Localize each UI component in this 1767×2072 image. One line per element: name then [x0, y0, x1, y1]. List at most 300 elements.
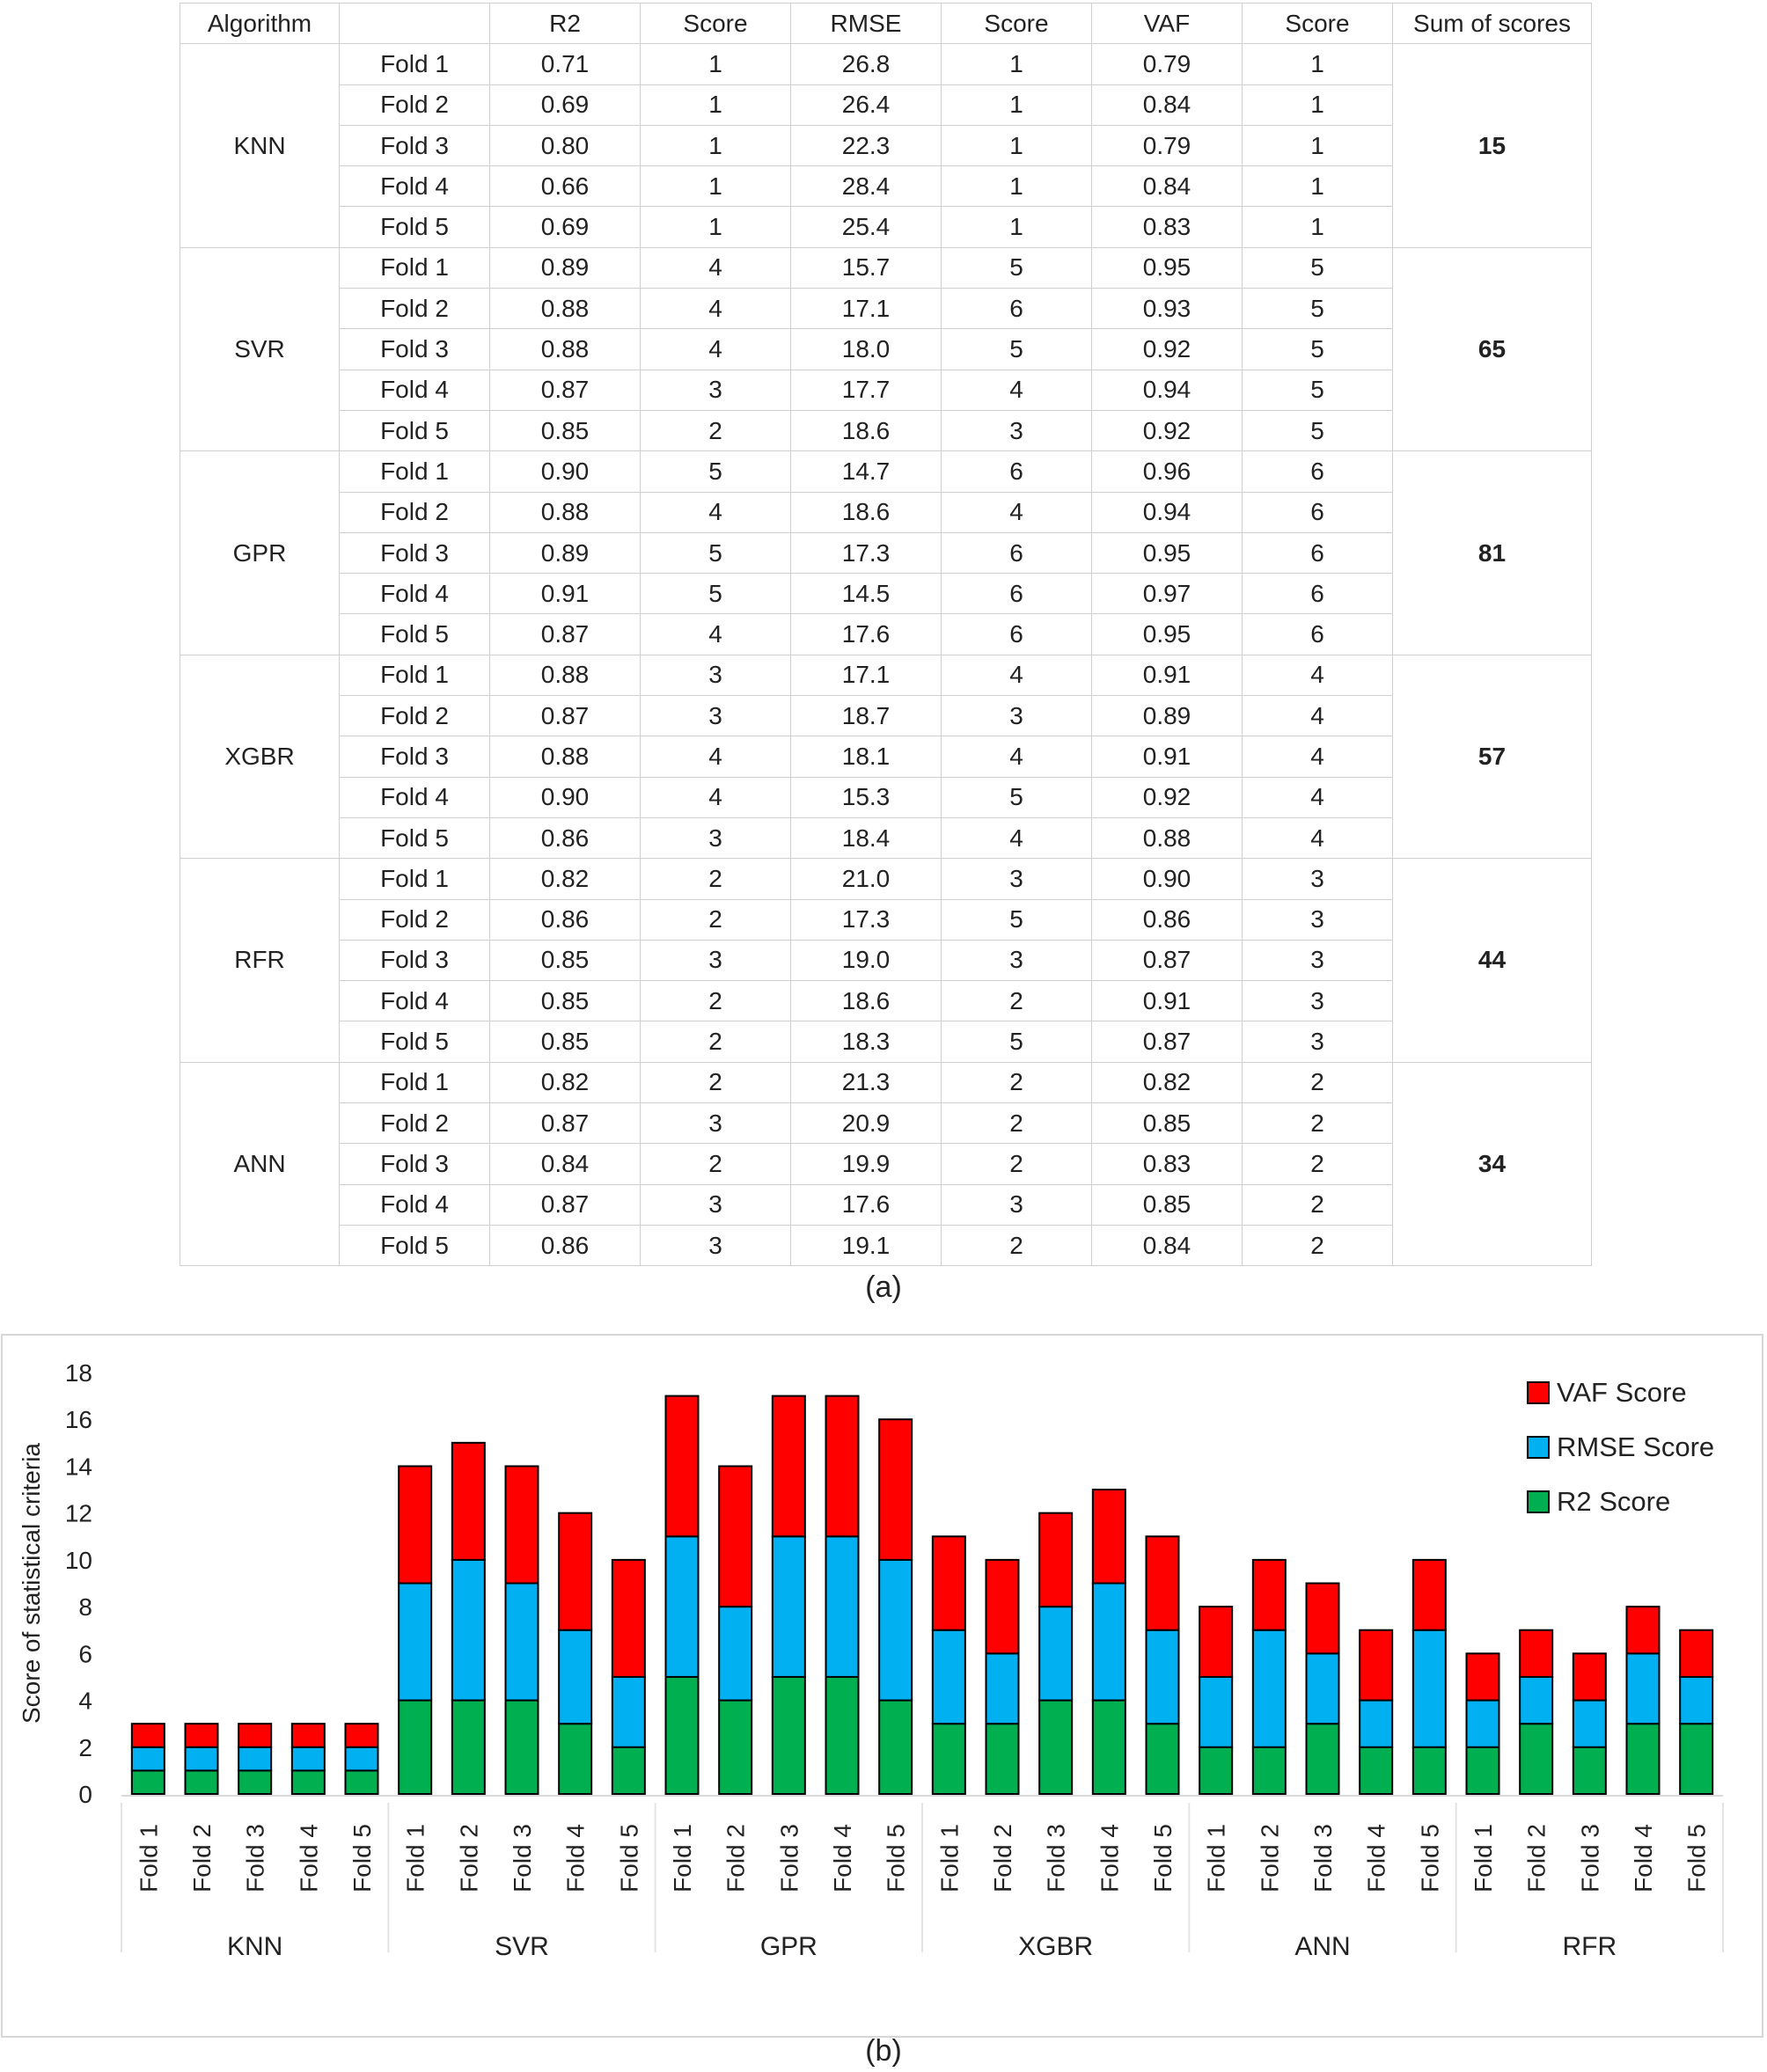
table-cell: 1	[641, 207, 791, 247]
table-row	[180, 1184, 1592, 1225]
bar-segment	[719, 1466, 752, 1607]
table-cell: 2	[942, 1225, 1092, 1265]
table-cell: 18.6	[791, 410, 942, 450]
table-cell: 0.83	[1092, 1144, 1243, 1184]
bar-segment	[1467, 1701, 1499, 1747]
table-cell: 5	[942, 777, 1092, 817]
table-cell: 2	[942, 1144, 1092, 1184]
table-cell: Fold 3	[340, 1144, 490, 1184]
algorithm-cell: RFR	[180, 859, 340, 1062]
table-cell: 5	[641, 574, 791, 614]
table-cell: 0.87	[490, 614, 641, 655]
table-cell: 19.1	[791, 1225, 942, 1265]
legend-label: R2 Score	[1557, 1486, 1671, 1517]
table-cell: 3	[1243, 899, 1393, 940]
table-cell: 2	[942, 1103, 1092, 1144]
table-cell: 5	[942, 899, 1092, 940]
table-cell: 3	[1243, 859, 1393, 899]
table-cell: 1	[942, 166, 1092, 207]
bar-segment	[986, 1653, 1019, 1724]
bar-segment	[399, 1584, 431, 1701]
table-row	[180, 899, 1592, 940]
table-cell: 6	[1243, 451, 1393, 492]
x-tick-label: Fold 4	[295, 1824, 323, 1893]
x-tick-label: Fold 2	[455, 1824, 483, 1893]
table-cell: Fold 4	[340, 166, 490, 207]
x-group-label: XGBR	[1018, 1932, 1094, 1961]
table-cell: 1	[942, 125, 1092, 165]
table-cell: Fold 1	[340, 859, 490, 899]
table-row	[180, 410, 1592, 450]
bar-segment	[1199, 1607, 1232, 1677]
table-cell: 5	[641, 532, 791, 573]
bar-segment	[132, 1724, 165, 1747]
bar-segment	[506, 1701, 539, 1794]
table-row	[180, 289, 1592, 329]
table-cell: Fold 5	[340, 1225, 490, 1265]
bar-segment	[132, 1747, 165, 1771]
table-cell: 4	[641, 777, 791, 817]
table-cell: Fold 2	[340, 1103, 490, 1144]
bar-segment	[666, 1536, 699, 1677]
caption-b: (b)	[865, 2034, 902, 2068]
bar-segment	[399, 1466, 431, 1583]
bar-segment	[1680, 1724, 1712, 1794]
table-cell: 0.91	[1092, 981, 1243, 1021]
bar-segment	[1147, 1724, 1179, 1794]
table-row	[180, 817, 1592, 858]
y-tick-label: 10	[64, 1546, 92, 1574]
table-cell: 6	[1243, 532, 1393, 573]
bar-segment	[933, 1536, 965, 1629]
table-cell: 26.4	[791, 84, 942, 125]
table-cell: 2	[641, 410, 791, 450]
table-cell: 0.86	[490, 899, 641, 940]
table-cell: 0.69	[490, 207, 641, 247]
table-cell: 2	[641, 859, 791, 899]
bar-segment	[826, 1677, 859, 1794]
table-cell: 17.6	[791, 614, 942, 655]
x-tick-label: Fold 3	[1042, 1824, 1070, 1893]
table-cell: 0.87	[490, 370, 641, 410]
table-cell: 0.91	[1092, 736, 1243, 777]
table-cell: 0.90	[1092, 859, 1243, 899]
bar-segment	[879, 1419, 912, 1560]
table-cell: 1	[1243, 125, 1393, 165]
table-cell: 17.7	[791, 370, 942, 410]
table-row	[180, 125, 1592, 165]
table-cell: 18.0	[791, 329, 942, 370]
header-rmse: RMSE	[791, 4, 942, 44]
table-cell: 0.82	[1092, 1062, 1243, 1102]
x-tick-label: Fold 3	[1576, 1824, 1604, 1893]
bar-segment	[666, 1677, 699, 1794]
x-tick-label: Fold 5	[1416, 1824, 1444, 1893]
algorithm-cell: GPR	[180, 451, 340, 655]
x-tick-label: Fold 2	[188, 1824, 216, 1893]
table-cell: 0.83	[1092, 207, 1243, 247]
bar-segment	[292, 1770, 325, 1794]
y-tick-label: 2	[78, 1733, 92, 1761]
table-cell: 0.85	[490, 410, 641, 450]
table-header-row	[180, 4, 1592, 44]
table-cell: 0.79	[1092, 44, 1243, 84]
bar-segment	[719, 1607, 752, 1700]
table-cell: 4	[1243, 777, 1393, 817]
x-tick-label: Fold 5	[1149, 1824, 1177, 1893]
table-cell: 6	[942, 574, 1092, 614]
x-group-label: GPR	[759, 1932, 818, 1961]
table-cell: 1	[1243, 207, 1393, 247]
table-cell: Fold 4	[340, 981, 490, 1021]
table-row	[180, 1225, 1592, 1265]
legend-swatch	[1528, 1491, 1549, 1512]
sum-of-scores-cell: 15	[1393, 44, 1592, 247]
table-cell: 0.88	[490, 655, 641, 695]
table-cell: 1	[1243, 166, 1393, 207]
table-cell: 4	[1243, 696, 1393, 736]
table-cell: 0.95	[1092, 532, 1243, 573]
table-cell: 0.84	[1092, 1225, 1243, 1265]
table-cell: 0.88	[490, 736, 641, 777]
table-cell: Fold 4	[340, 777, 490, 817]
table-cell: Fold 1	[340, 655, 490, 695]
bar-segment	[1360, 1701, 1392, 1747]
table-row	[180, 451, 1592, 492]
table-row	[180, 1062, 1592, 1102]
bar-segment	[1253, 1747, 1286, 1794]
table-row	[180, 84, 1592, 125]
header-fold	[340, 4, 490, 44]
x-tick-label: Fold 1	[1202, 1824, 1230, 1893]
table-row	[180, 777, 1592, 817]
table-row	[180, 859, 1592, 899]
table-cell: 5	[1243, 289, 1393, 329]
sum-of-scores-cell: 65	[1393, 247, 1592, 450]
bar-segment	[399, 1701, 431, 1794]
bar-segment	[559, 1513, 591, 1630]
x-tick-label: Fold 1	[1470, 1824, 1497, 1893]
table-cell: 17.6	[791, 1184, 942, 1225]
table-cell: Fold 5	[340, 1021, 490, 1062]
y-tick-label: 6	[78, 1640, 92, 1668]
table-cell: 0.85	[1092, 1103, 1243, 1144]
x-tick-label: Fold 3	[509, 1824, 536, 1893]
table-cell: 3	[1243, 981, 1393, 1021]
table-cell: 18.1	[791, 736, 942, 777]
bar-segment	[1627, 1653, 1660, 1724]
algorithm-cell: XGBR	[180, 655, 340, 858]
table-row	[180, 532, 1592, 573]
y-tick-label: 12	[64, 1499, 92, 1527]
x-tick-label: Fold 1	[935, 1824, 964, 1893]
table-cell: 0.91	[490, 574, 641, 614]
table-cell: 0.88	[1092, 817, 1243, 858]
bar-segment	[1093, 1584, 1125, 1701]
table-cell: 0.85	[490, 940, 641, 980]
sum-of-scores-cell: 81	[1393, 451, 1592, 655]
table-cell: 3	[942, 940, 1092, 980]
header-algorithm: Algorithm	[180, 4, 340, 44]
table-cell: 0.80	[490, 125, 641, 165]
table-cell: Fold 2	[340, 84, 490, 125]
table-cell: 20.9	[791, 1103, 942, 1144]
table-row	[180, 940, 1592, 980]
y-tick-label: 0	[78, 1781, 92, 1808]
table-cell: 4	[942, 736, 1092, 777]
bar-segment	[1520, 1724, 1552, 1794]
table-cell: 15.3	[791, 777, 942, 817]
bar-segment	[986, 1724, 1019, 1794]
table-cell: 6	[942, 532, 1092, 573]
table-cell: 5	[942, 1021, 1092, 1062]
algorithm-cell: SVR	[180, 247, 340, 450]
table-cell: 3	[641, 655, 791, 695]
bar-segment	[292, 1747, 325, 1771]
table-cell: Fold 2	[340, 289, 490, 329]
table-cell: Fold 4	[340, 1184, 490, 1225]
bar-segment	[1093, 1701, 1125, 1794]
table-cell: 21.0	[791, 859, 942, 899]
bar-segment	[1147, 1630, 1179, 1724]
table-row	[180, 1144, 1592, 1184]
table-cell: 2	[641, 1144, 791, 1184]
table-cell: 0.85	[1092, 1184, 1243, 1225]
bar-segment	[1573, 1653, 1606, 1700]
table-row	[180, 614, 1592, 655]
table-row	[180, 166, 1592, 207]
table-cell: 4	[1243, 655, 1393, 695]
bar-segment	[1627, 1724, 1660, 1794]
table-cell: 0.88	[490, 492, 641, 532]
table-row	[180, 981, 1592, 1021]
bar-segment	[346, 1770, 378, 1794]
bar-segment	[879, 1701, 912, 1794]
table-cell: 2	[641, 1062, 791, 1102]
table-cell: 3	[942, 696, 1092, 736]
table-cell: 4	[1243, 736, 1393, 777]
bar-segment	[666, 1396, 699, 1537]
table-cell: 0.69	[490, 84, 641, 125]
y-tick-label: 18	[64, 1359, 92, 1387]
x-group-label: SVR	[495, 1932, 549, 1961]
x-tick-label: Fold 3	[1309, 1824, 1337, 1893]
table-cell: 0.90	[490, 777, 641, 817]
table-cell: 1	[641, 44, 791, 84]
table-cell: 19.0	[791, 940, 942, 980]
x-group-label: KNN	[226, 1932, 283, 1961]
x-tick-label: Fold 2	[989, 1824, 1016, 1893]
x-tick-label: Fold 1	[135, 1824, 163, 1893]
x-tick-label: Fold 5	[1683, 1824, 1711, 1893]
table-row	[180, 207, 1592, 247]
table-cell: 0.94	[1092, 492, 1243, 532]
table-cell: 0.92	[1092, 410, 1243, 450]
bar-segment	[1360, 1747, 1392, 1794]
table-cell: 3	[942, 859, 1092, 899]
bar-segment	[346, 1747, 378, 1771]
table-cell: 18.7	[791, 696, 942, 736]
bar-segment	[559, 1724, 591, 1794]
x-tick-label: Fold 1	[401, 1824, 429, 1893]
table-cell: 15.7	[791, 247, 942, 288]
bar-segment	[719, 1701, 752, 1794]
table-cell: 0.96	[1092, 451, 1243, 492]
bar-segment	[1413, 1747, 1446, 1794]
x-tick-label: Fold 4	[829, 1824, 856, 1893]
table-cell: 6	[1243, 492, 1393, 532]
bar-segment	[1039, 1513, 1072, 1607]
legend-label: VAF Score	[1557, 1377, 1687, 1408]
table-cell: 5	[641, 451, 791, 492]
bar-segment	[292, 1724, 325, 1747]
bar-segment	[186, 1770, 218, 1794]
table-cell: 0.89	[490, 532, 641, 573]
bar-segment	[1680, 1677, 1712, 1724]
table-cell: Fold 5	[340, 207, 490, 247]
table-cell: 4	[641, 736, 791, 777]
bar-segment	[879, 1560, 912, 1701]
table-cell: 3	[641, 1184, 791, 1225]
table-cell: 0.89	[1092, 696, 1243, 736]
table-cell: 1	[1243, 44, 1393, 84]
y-axis-title: Score of statistical criteria	[18, 1443, 45, 1724]
table-cell: 19.9	[791, 1144, 942, 1184]
header-r2: R2	[490, 4, 641, 44]
table-cell: 14.7	[791, 451, 942, 492]
bar-segment	[1573, 1747, 1606, 1794]
table-cell: 0.92	[1092, 777, 1243, 817]
table-cell: 4	[942, 492, 1092, 532]
table-row	[180, 1103, 1592, 1144]
table-cell: 0.87	[1092, 1021, 1243, 1062]
bar-segment	[612, 1747, 645, 1794]
table-cell: 2	[1243, 1062, 1393, 1102]
table-cell: 4	[942, 370, 1092, 410]
x-tick-label: Fold 2	[722, 1824, 750, 1893]
bar-segment	[933, 1724, 965, 1794]
bar-segment	[1307, 1724, 1339, 1794]
table-cell: Fold 3	[340, 940, 490, 980]
table-cell: 1	[641, 84, 791, 125]
table-cell: 2	[1243, 1103, 1393, 1144]
x-tick-label: Fold 4	[561, 1824, 590, 1893]
bar-segment	[132, 1770, 165, 1794]
table-cell: 6	[942, 614, 1092, 655]
table-cell: Fold 4	[340, 574, 490, 614]
bar-segment	[1199, 1677, 1232, 1747]
chart-canvas	[3, 1336, 1763, 2036]
table-cell: 0.82	[490, 859, 641, 899]
bar-segment	[1093, 1490, 1125, 1583]
sum-of-scores-cell: 57	[1393, 655, 1592, 858]
x-tick-label: Fold 5	[615, 1824, 643, 1893]
table-cell: 2	[641, 981, 791, 1021]
table-row	[180, 574, 1592, 614]
table-cell: 17.1	[791, 289, 942, 329]
x-tick-label: Fold 2	[1256, 1824, 1284, 1893]
table-cell: 4	[641, 247, 791, 288]
table-cell: 0.85	[490, 1021, 641, 1062]
bar-segment	[1467, 1653, 1499, 1700]
x-tick-label: Fold 2	[1522, 1824, 1551, 1893]
table-cell: 4	[641, 614, 791, 655]
bar-segment	[1199, 1747, 1232, 1794]
y-tick-label: 14	[64, 1453, 92, 1481]
table-cell: 5	[942, 329, 1092, 370]
y-tick-label: 4	[78, 1687, 92, 1715]
table-cell: 0.94	[1092, 370, 1243, 410]
table-cell: Fold 3	[340, 736, 490, 777]
table-cell: 0.97	[1092, 574, 1243, 614]
caption-a: (a)	[865, 1270, 902, 1304]
table-cell: 0.71	[490, 44, 641, 84]
table-cell: 0.87	[490, 1103, 641, 1144]
table-cell: 18.6	[791, 981, 942, 1021]
table-cell: 4	[641, 329, 791, 370]
table-body	[180, 44, 1592, 1266]
table-cell: 0.93	[1092, 289, 1243, 329]
table-cell: Fold 3	[340, 329, 490, 370]
table-cell: 0.85	[490, 981, 641, 1021]
bar-segment	[1147, 1536, 1179, 1629]
bar-segment	[1573, 1701, 1606, 1747]
table-cell: 3	[641, 1103, 791, 1144]
bar-segment	[1307, 1584, 1339, 1654]
table-cell: 6	[942, 289, 1092, 329]
table-cell: 1	[942, 84, 1092, 125]
table-cell: 17.3	[791, 899, 942, 940]
table-cell: 0.86	[490, 817, 641, 858]
table-cell: 0.89	[490, 247, 641, 288]
legend-label: RMSE Score	[1557, 1431, 1715, 1462]
bar-segment	[238, 1770, 271, 1794]
table-cell: 17.3	[791, 532, 942, 573]
x-tick-label: Fold 4	[1096, 1824, 1124, 1893]
bar-segment	[1307, 1653, 1339, 1724]
table-cell: 21.3	[791, 1062, 942, 1102]
table-cell: 1	[1243, 84, 1393, 125]
bar-segment	[452, 1443, 485, 1560]
table-cell: 6	[1243, 574, 1393, 614]
table-cell: 3	[1243, 1021, 1393, 1062]
bar-segment	[773, 1396, 805, 1537]
table-cell: 3	[942, 410, 1092, 450]
table-cell: 2	[1243, 1144, 1393, 1184]
x-group-label: RFR	[1562, 1932, 1617, 1961]
table-cell: 2	[942, 1062, 1092, 1102]
table-cell: 2	[942, 981, 1092, 1021]
table-cell: 0.91	[1092, 655, 1243, 695]
table-cell: Fold 5	[340, 817, 490, 858]
table-cell: 0.82	[490, 1062, 641, 1102]
bar-segment	[186, 1747, 218, 1771]
table-cell: 3	[641, 817, 791, 858]
table-cell: 5	[1243, 329, 1393, 370]
x-tick-label: Fold 4	[1362, 1824, 1390, 1893]
bar-segment	[612, 1677, 645, 1747]
bar-segment	[186, 1724, 218, 1747]
score-table	[180, 3, 1592, 1266]
table-cell: 5	[1243, 410, 1393, 450]
table-cell: 4	[641, 492, 791, 532]
table-cell: Fold 1	[340, 247, 490, 288]
legend-swatch	[1528, 1437, 1549, 1458]
table-cell: 0.90	[490, 451, 641, 492]
bar-segment	[1627, 1607, 1660, 1653]
table-cell: Fold 5	[340, 410, 490, 450]
table-cell: Fold 1	[340, 451, 490, 492]
